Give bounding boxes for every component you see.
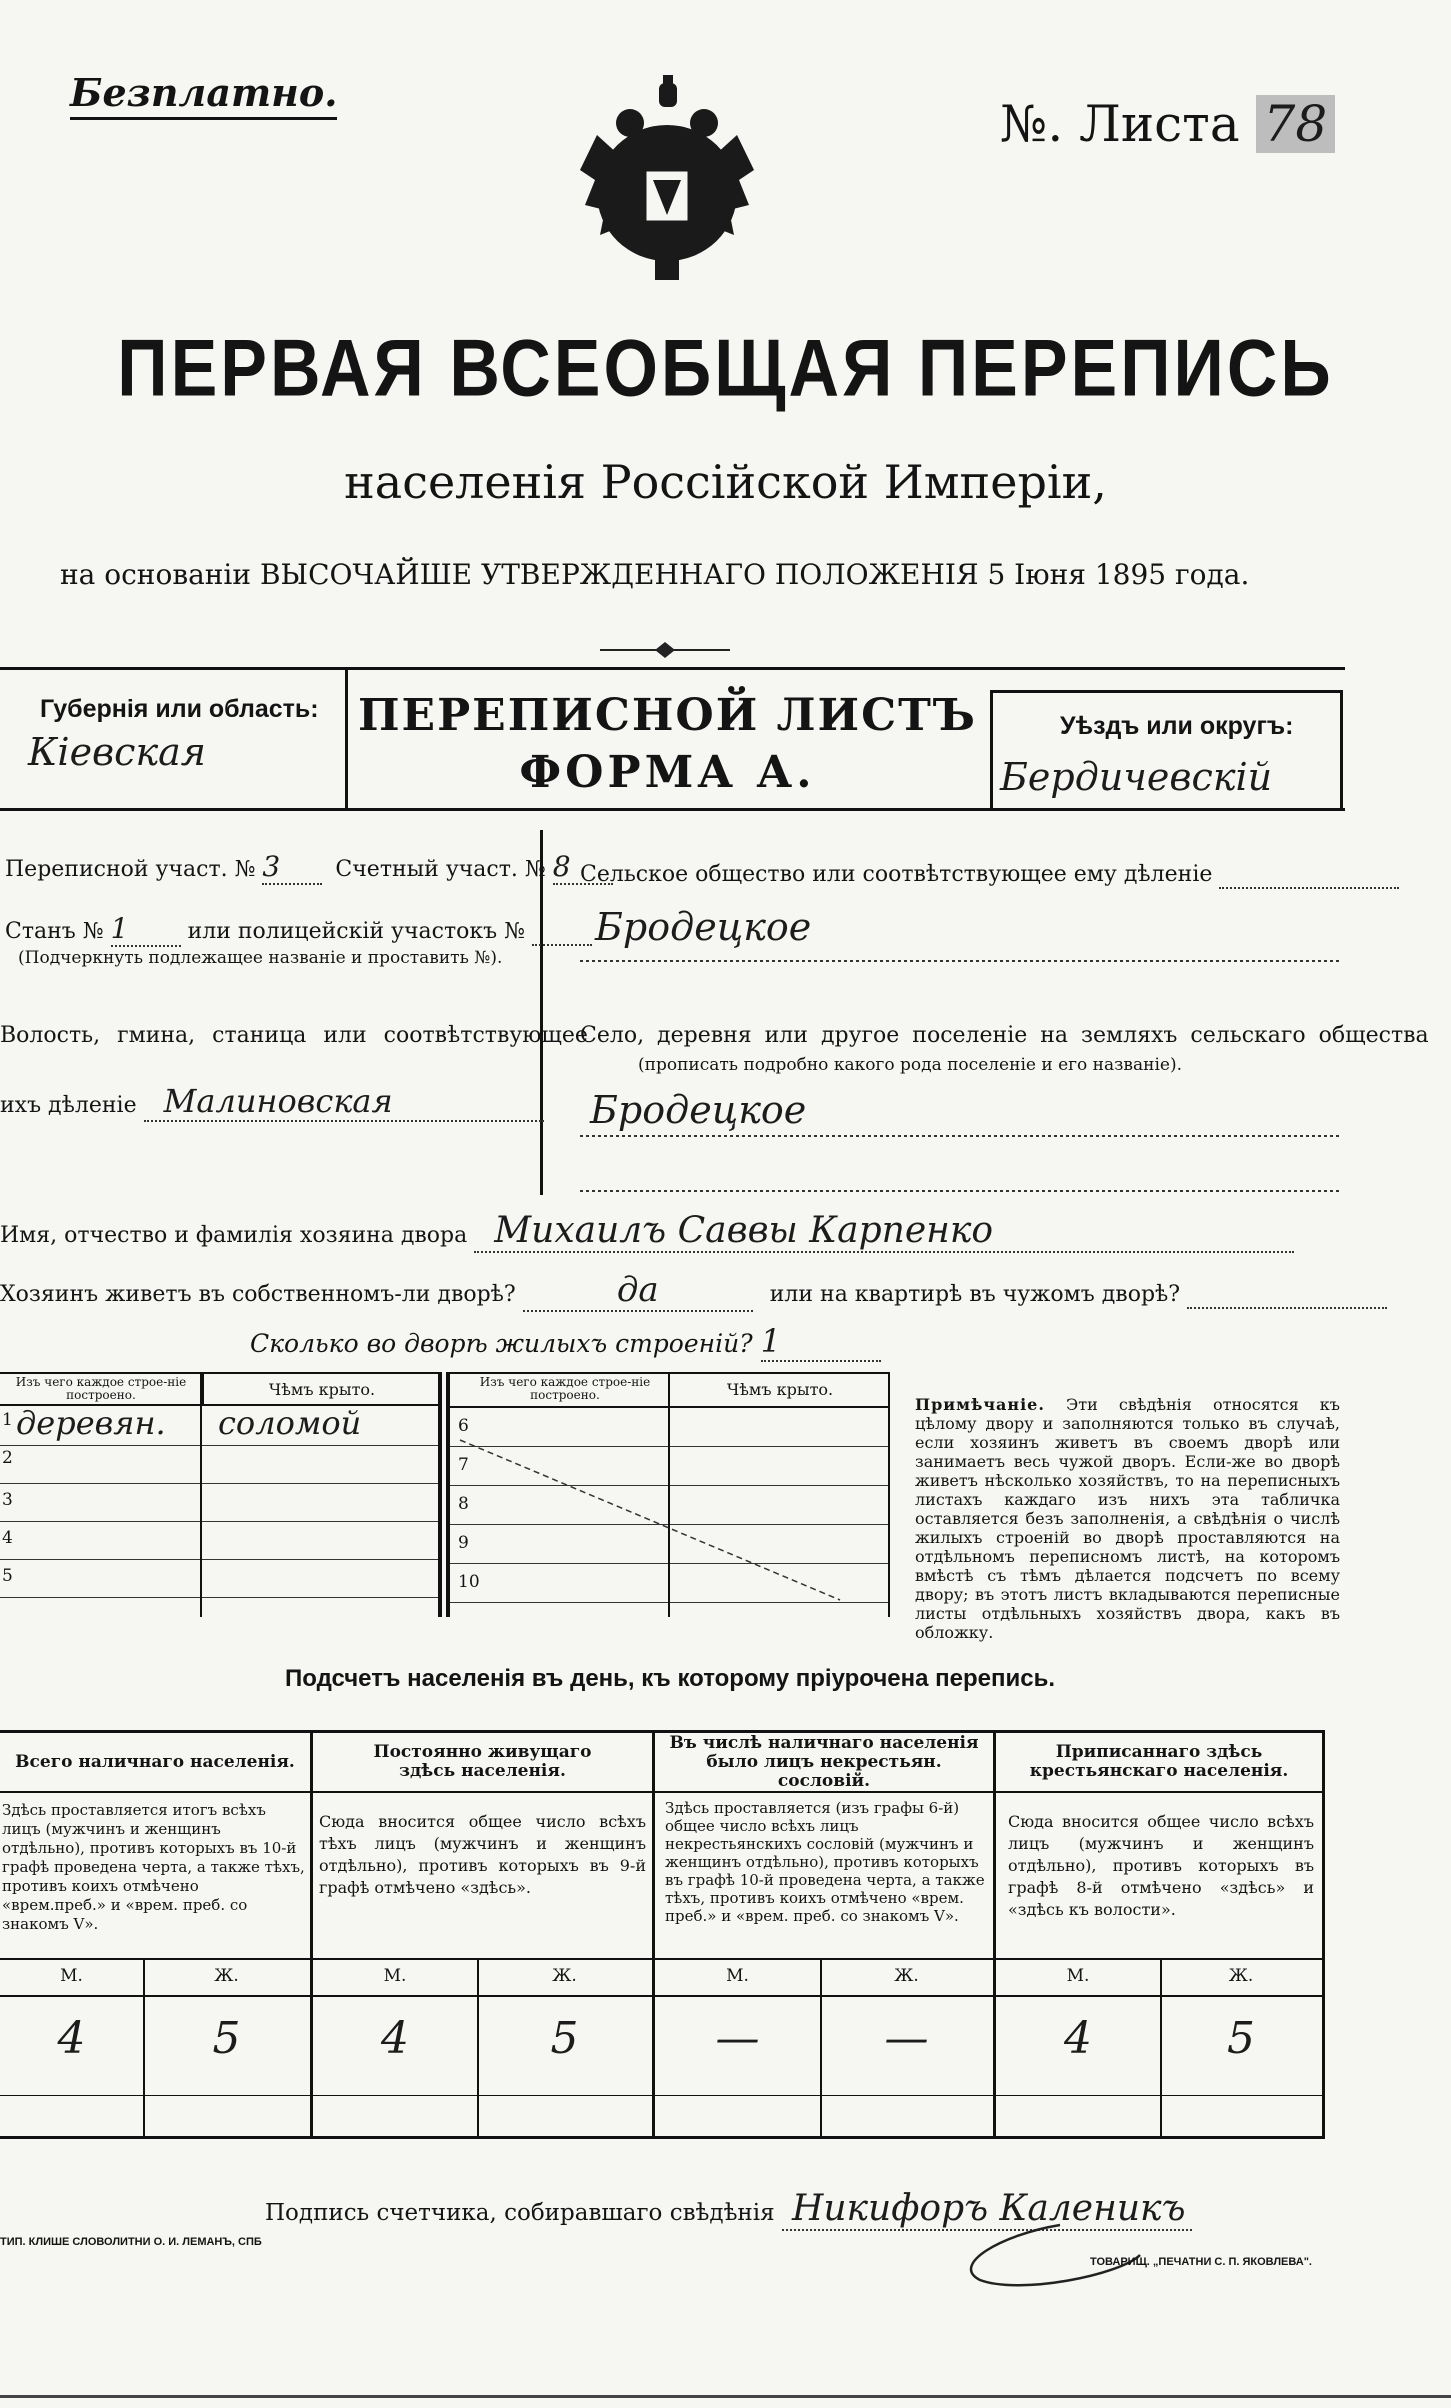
selo-label: Село, деревня или другое поселеніе на земляхъ сельскаго общества: [580, 1023, 1429, 1048]
count-group: [655, 1733, 993, 2095]
signature-flourish: [940, 2215, 1200, 2295]
group-head: Приписаннаго здѣсь крестьянскаго населенія.: [1029, 1742, 1289, 1781]
table-row: 5: [0, 1560, 440, 1598]
group-desc: Здѣсь проставляется итогъ всѣхъ лицъ (мужчинъ и женщинъ отдѣльно), противъ которыхъ въ 10-й графѣ проведена черта, а также тѣхъ, противъ коихъ отмѣчено «врем.преб.» и «врем. преб. со знакомъ V».: [2, 1801, 305, 1933]
m-label: М.: [383, 1966, 407, 1986]
owner-line: [0, 1210, 1294, 1253]
count-m-value: 4: [1064, 2013, 1092, 2064]
form-title-line1: ПЕРЕПИСНОЙ ЛИСТЪ: [358, 690, 977, 741]
col-material-header: Изъ чего каждое строе-ніе построено.: [0, 1373, 203, 1405]
police-label: или полицейскій участокъ №: [187, 919, 525, 944]
stan: [5, 912, 592, 947]
f-label: Ж.: [214, 1966, 239, 1986]
selo-note: (прописать подробно какого рода поселеніе и его названіе).: [638, 1055, 1182, 1075]
count-table: [0, 1730, 1325, 2139]
table-row: 4: [0, 1522, 440, 1560]
uezd-label: Уѣздъ или округъ:: [1060, 712, 1294, 740]
schet-uch-value: 8: [553, 850, 613, 885]
owner-value: Михаилъ Саввы Карпенко: [474, 1210, 1294, 1253]
obshchestvo-label: Сельское общество или соотвѣтствующее ему дѣленіе: [580, 862, 1399, 889]
group-head: Постоянно живущаго здѣсь населенія.: [373, 1742, 592, 1781]
buildings-line: [250, 1322, 881, 1362]
form-title: [345, 690, 990, 798]
form-title-line2: ФОРМА А.: [519, 747, 816, 798]
count-m-value: —: [715, 2013, 760, 2064]
group-desc: Сюда вносится общее число всѣхъ тѣхъ лицъ (мужчинъ и женщинъ отдѣльно), противъ которыхъ въ 9-й графѣ отмѣчено «здѣсь».: [319, 1812, 646, 1897]
table-row: 8: [450, 1486, 890, 1525]
buildings-value: 1: [761, 1322, 881, 1362]
f-label: Ж.: [894, 1966, 919, 1986]
table-row: 2: [0, 1446, 440, 1484]
note-head: Примѣчаніе.: [915, 1395, 1045, 1414]
owner-label: Имя, отчество и фамилія хозяина двора: [0, 1223, 468, 1248]
sheet-number: [1000, 95, 1335, 153]
col-roof-header: Чѣмъ крыто.: [203, 1373, 440, 1405]
census-title: ПЕРВАЯ ВСЕОБЩАЯ ПЕРЕПИСЬ: [117, 323, 1334, 413]
group-head: Въ числѣ наличнаго населенія было лицъ некрестьян. сословій.: [669, 1732, 979, 1791]
perepis-uch: [5, 850, 613, 885]
count-title: Подсчетъ населенія въ день, къ которому пріурочена перепись.: [285, 1665, 1055, 1692]
basis-line: на основаніи ВЫСОЧАЙШЕ УТВЕРЖДЕННАГО ПОЛОЖЕНІЯ 5 Іюня 1895 года.: [60, 558, 1250, 591]
count-m-value: 4: [381, 2013, 409, 2064]
group-head: Всего наличнаго населенія.: [15, 1751, 295, 1772]
schet-uch-label: Счетный участ. №: [335, 857, 546, 882]
buildings-table-left: [0, 1372, 440, 1406]
table-row: 7: [450, 1447, 890, 1486]
note-text: Эти свѣдѣнія относятся къ цѣлому двору и заполняются только въ случаѣ, если хозяинъ живетъ въ своемъ дворѣ или занимаетъ весь чужой дворъ. Если-же во дворѣ живетъ нѣсколько хозяйствъ, то на переписныхъ листахъ каждаго изъ нихъ эта табличка оставляется безъ заполненія, а свѣдѣнія о числѣ жилыхъ строеній во дворѣ проставляются на отдѣльномъ переписномъ листѣ, на которомъ вмѣстѣ съ тѣмъ дѣлается подсчетъ по всему двору; въ этотъ листъ вкладываются переписные листы отдѣльныхъ хозяйствъ двора, какъ въ обложку.: [915, 1395, 1340, 1642]
other-yard-label: или на квартирѣ въ чужомъ дворѣ?: [769, 1282, 1181, 1307]
count-m-value: 4: [57, 2013, 86, 2064]
uezd-value: Бердичевскій: [1000, 755, 1273, 799]
m-label: М.: [726, 1966, 749, 1986]
own-yard-label: Хозяинъ живетъ въ собственномъ-ли дворѣ?: [0, 1282, 516, 1307]
ornament-divider: [600, 638, 730, 662]
printer-right: ТОВАРИЩ. „ПЕЧАТНИ С. П. ЯКОВЛЕВА".: [1090, 2256, 1312, 2268]
count-group: [0, 1733, 310, 2095]
f-label: Ж.: [552, 1966, 577, 1986]
count-f-value: 5: [1227, 2013, 1255, 2064]
group-desc: Сюда вносится общее число всѣхъ лицъ (мужчинъ и женщинъ отдѣльно), противъ которыхъ въ графѣ 8-й отмѣчено «здѣсь» и «здѣсь къ волости».: [1008, 1812, 1314, 1919]
obshchestvo-value: Бродецкое: [595, 905, 812, 949]
printer-left: ТИП. КЛИШЕ СЛОВОЛИТНИ О. И. ЛЕМАНЪ, СПБ: [0, 2236, 262, 2248]
col-roof-header: Чѣмъ крыто.: [726, 1380, 834, 1399]
group-desc: Здѣсь проставляется (изъ графы 6-й) общее число всѣхъ лицъ некрестьянскихъ сословій (мужчинъ и женщинъ отдѣльно), противъ которыхъ въ графѣ 10-й проведена черта, а также тѣхъ, противъ коихъ отмѣчено «врем. преб.» и «врем. преб. со знакомъ V».: [665, 1799, 985, 1925]
count-f-value: 5: [550, 2013, 579, 2064]
table-row: 9: [450, 1525, 890, 1564]
perepis-uch-value: 3: [262, 850, 322, 885]
table-row: 1 деревян. соломой: [0, 1408, 440, 1446]
f-label: Ж.: [1228, 1966, 1254, 1986]
volost-value: Малиновская: [144, 1082, 544, 1122]
table-row: 3: [0, 1484, 440, 1522]
volost-label-1: Волость, гмина, станица или соотвѣтствующее: [0, 1023, 588, 1048]
count-f-value: —: [884, 2013, 929, 2064]
buildings-rows-left: [0, 1404, 440, 1598]
cross-out-line: [450, 1420, 890, 1620]
buildings-label: Сколько во дворѣ жилыхъ строеній?: [250, 1329, 753, 1358]
m-label: М.: [1066, 1966, 1090, 1986]
own-yard-line: [0, 1270, 1387, 1312]
sheet-number-label: №. Листа: [1000, 95, 1240, 153]
col-material-header: Изъ чего каждое строе-ніе построено.: [479, 1375, 651, 1402]
volost-label-2: ихъ дѣленіе: [0, 1093, 137, 1118]
selo-value: Бродецкое: [590, 1088, 807, 1132]
perepis-uch-label: Переписной участ. №: [5, 857, 256, 882]
stan-label: Станъ №: [5, 919, 104, 944]
table-row: 6: [450, 1408, 890, 1447]
gubernia-label: Губернія или область:: [40, 695, 319, 723]
imperial-eagle-icon: [575, 75, 760, 290]
free-label: Безплатно.: [70, 70, 337, 120]
count-group: [996, 1733, 1322, 2095]
m-label: М.: [60, 1966, 83, 1986]
underline-note: (Подчеркнуть подлежащее названіе и проставить №).: [18, 948, 503, 968]
count-group: [313, 1733, 652, 2095]
signature-label: Подпись счетчика, собиравшаго свѣдѣнія: [265, 2200, 775, 2226]
signature-value: Никифоръ Каленикъ: [782, 2188, 1192, 2231]
note: [915, 1395, 1340, 1642]
stan-value: 1: [111, 912, 181, 947]
sheet-number-value: 78: [1256, 95, 1336, 153]
census-subtitle: населенія Россійской Имперіи,: [344, 455, 1107, 509]
volost: [0, 1082, 544, 1122]
table-row: 10: [450, 1564, 890, 1603]
own-yard-value: да: [523, 1270, 753, 1312]
count-f-value: 5: [212, 2013, 241, 2064]
gubernia-value: Кіевская: [28, 730, 206, 774]
